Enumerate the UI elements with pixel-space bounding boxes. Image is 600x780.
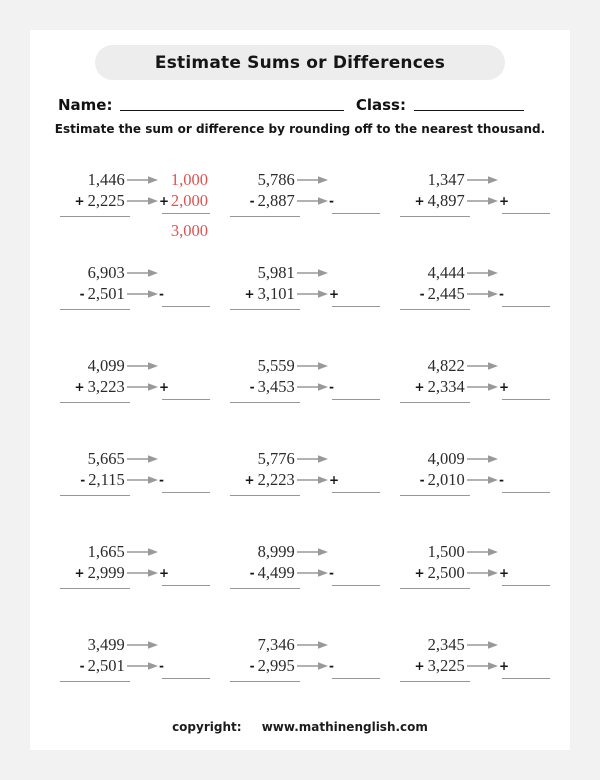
- problem: [230, 541, 380, 634]
- operator: +: [414, 379, 425, 394]
- arrow-icon: [466, 382, 498, 392]
- arrow-icon: [296, 454, 328, 464]
- round-arrow: [295, 382, 329, 392]
- sum-line: [60, 495, 130, 496]
- estimate-operator: -: [329, 379, 335, 394]
- arrow-icon: [126, 268, 158, 278]
- round-arrow: [465, 382, 499, 392]
- worksheet-title-pill: [95, 45, 505, 80]
- page-title: Estimate Sums or Differences: [154, 52, 446, 73]
- given-number-1: 5,559: [257, 355, 295, 375]
- sum-line: [60, 216, 130, 217]
- given-number-2: 2,225: [87, 190, 125, 210]
- arrow-icon: [296, 361, 328, 371]
- given-number-1: 1,500: [427, 541, 465, 561]
- sum-line: [60, 681, 130, 682]
- arrow-icon: [126, 382, 158, 392]
- answer-line: [502, 306, 550, 307]
- arrow-icon: [466, 196, 498, 206]
- round-arrow: [295, 175, 329, 185]
- round-arrow: [295, 661, 329, 671]
- given-number-2: 2,010: [427, 469, 465, 489]
- given-number-2: 2,501: [87, 283, 125, 303]
- problem: [230, 262, 380, 355]
- operator: -: [419, 472, 425, 487]
- arrow-icon: [466, 568, 498, 578]
- name-class-row: [58, 92, 524, 114]
- round-arrow: [295, 454, 329, 464]
- given-number-2: 2,115: [88, 469, 125, 489]
- given-number-2: 2,501: [87, 655, 125, 675]
- round-arrow: [465, 175, 499, 185]
- given-number-1: 1,446: [87, 169, 125, 189]
- problem: [60, 448, 210, 541]
- given-number-1: 4,099: [87, 355, 125, 375]
- estimate-operator: -: [499, 472, 505, 487]
- arrow-icon: [466, 661, 498, 671]
- sum-line: [230, 681, 300, 682]
- round-arrow: [465, 547, 499, 557]
- operator: -: [249, 658, 255, 673]
- given-number-1: 7,346: [257, 634, 295, 654]
- estimate-operator: -: [329, 658, 335, 673]
- round-arrow: [125, 361, 159, 371]
- problem: [230, 448, 380, 541]
- given-number-1: 8,999: [257, 541, 295, 561]
- round-arrow: [295, 547, 329, 557]
- round-arrow: [295, 268, 329, 278]
- operator: -: [419, 286, 425, 301]
- round-arrow: [295, 289, 329, 299]
- footer: [30, 720, 570, 734]
- round-arrow: [295, 361, 329, 371]
- round-arrow: [465, 568, 499, 578]
- instruction-text: Estimate the sum or difference by rounding off to the nearest thousand.: [54, 122, 546, 136]
- arrow-icon: [126, 547, 158, 557]
- answer-line: [332, 678, 380, 679]
- problem: [60, 355, 210, 448]
- given-number-1: 3,499: [87, 634, 125, 654]
- arrow-icon: [466, 640, 498, 650]
- answer-line: [502, 213, 550, 214]
- round-arrow: [465, 640, 499, 650]
- round-arrow: [125, 175, 159, 185]
- sum-line: [60, 588, 130, 589]
- problem: [400, 541, 550, 634]
- problem: [400, 169, 550, 262]
- given-number-2: 3,225: [427, 655, 465, 675]
- answer-line: [502, 399, 550, 400]
- problem: [230, 169, 380, 262]
- estimate-operator: -: [499, 286, 505, 301]
- answer-line: [162, 678, 210, 679]
- arrow-icon: [126, 475, 158, 485]
- given-number-1: 2,345: [427, 634, 465, 654]
- round-arrow: [295, 640, 329, 650]
- operator: +: [414, 658, 425, 673]
- sum-line: [400, 495, 470, 496]
- operator: +: [414, 193, 425, 208]
- arrow-icon: [296, 661, 328, 671]
- given-number-2: 2,887: [257, 190, 295, 210]
- given-number-2: 2,999: [87, 562, 125, 582]
- estimated-result: 3,000: [170, 220, 209, 240]
- round-arrow: [465, 454, 499, 464]
- problems-grid: [60, 169, 570, 727]
- arrow-icon: [466, 175, 498, 185]
- problem: [400, 448, 550, 541]
- answer-line: [332, 585, 380, 586]
- estimate-operator: +: [499, 379, 510, 394]
- operator: -: [249, 565, 255, 580]
- arrow-icon: [296, 547, 328, 557]
- given-number-2: 4,499: [257, 562, 295, 582]
- round-arrow: [465, 289, 499, 299]
- given-number-2: 2,445: [427, 283, 465, 303]
- sum-line: [400, 309, 470, 310]
- round-arrow: [125, 382, 159, 392]
- round-arrow: [465, 268, 499, 278]
- given-number-1: 5,786: [257, 169, 295, 189]
- operator: -: [80, 472, 86, 487]
- sum-line: [230, 495, 300, 496]
- given-number-1: 6,903: [87, 262, 125, 282]
- website-url: www.mathinenglish.com: [261, 720, 428, 734]
- estimate-operator: -: [159, 472, 165, 487]
- answer-line: [332, 492, 380, 493]
- sum-line: [400, 681, 470, 682]
- round-arrow: [295, 196, 329, 206]
- round-arrow: [295, 568, 329, 578]
- arrow-icon: [126, 568, 158, 578]
- sum-line: [230, 402, 300, 403]
- sum-line: [400, 216, 470, 217]
- round-arrow: [465, 196, 499, 206]
- arrow-icon: [126, 289, 158, 299]
- problem: [230, 355, 380, 448]
- arrow-icon: [466, 454, 498, 464]
- round-arrow: [465, 475, 499, 485]
- problem: [60, 541, 210, 634]
- round-arrow: [465, 661, 499, 671]
- problem: [60, 634, 210, 727]
- arrow-icon: [296, 568, 328, 578]
- answer-line: [162, 585, 210, 586]
- estimate-operator: +: [159, 193, 170, 208]
- problem: [400, 634, 550, 727]
- sum-line: [230, 309, 300, 310]
- round-arrow: [125, 640, 159, 650]
- round-arrow: [125, 547, 159, 557]
- arrow-icon: [126, 196, 158, 206]
- given-number-1: 4,444: [427, 262, 465, 282]
- sum-line: [60, 309, 130, 310]
- estimate-operator: +: [499, 193, 510, 208]
- operator: -: [79, 286, 85, 301]
- given-number-1: 4,822: [427, 355, 465, 375]
- round-arrow: [125, 475, 159, 485]
- class-input-line: [414, 110, 524, 111]
- arrow-icon: [466, 475, 498, 485]
- answer-line: [162, 306, 210, 307]
- estimate-operator: +: [159, 379, 170, 394]
- answer-line: [502, 585, 550, 586]
- estimate-operator: +: [159, 565, 170, 580]
- operator: +: [244, 286, 255, 301]
- answer-line: [162, 492, 210, 493]
- given-number-2: 4,897: [427, 190, 465, 210]
- arrow-icon: [466, 289, 498, 299]
- arrow-icon: [126, 361, 158, 371]
- given-number-1: 1,347: [427, 169, 465, 189]
- estimate-operator: -: [159, 286, 165, 301]
- answer-line: [502, 678, 550, 679]
- given-number-2: 2,223: [257, 469, 295, 489]
- arrow-icon: [126, 640, 158, 650]
- arrow-icon: [126, 661, 158, 671]
- rounded-number-1: 1,000: [170, 169, 209, 189]
- problem: [400, 355, 550, 448]
- sum-line: [400, 588, 470, 589]
- arrow-icon: [466, 361, 498, 371]
- estimate-operator: -: [329, 565, 335, 580]
- name-label: Name:: [58, 96, 113, 114]
- estimate-operator: -: [329, 193, 335, 208]
- operator: +: [74, 193, 85, 208]
- answer-line: [502, 492, 550, 493]
- arrow-icon: [296, 289, 328, 299]
- sum-line: [230, 216, 300, 217]
- arrow-icon: [296, 268, 328, 278]
- given-number-1: 4,009: [427, 448, 465, 468]
- sum-line: [60, 402, 130, 403]
- arrow-icon: [466, 547, 498, 557]
- operator: -: [249, 193, 255, 208]
- arrow-icon: [466, 268, 498, 278]
- round-arrow: [295, 475, 329, 485]
- worksheet-page: [30, 30, 570, 750]
- copyright-label: copyright:: [172, 720, 242, 734]
- round-arrow: [465, 361, 499, 371]
- estimate-operator: +: [499, 658, 510, 673]
- rounded-number-2: 2,000: [170, 190, 209, 210]
- problem: [60, 262, 210, 355]
- given-number-1: 5,665: [87, 448, 125, 468]
- answer-line: [332, 306, 380, 307]
- given-number-1: 5,776: [257, 448, 295, 468]
- operator: -: [79, 658, 85, 673]
- problem: [60, 169, 210, 262]
- answer-line: [162, 399, 210, 400]
- operator: -: [249, 379, 255, 394]
- answer-line: [162, 213, 210, 214]
- arrow-icon: [296, 475, 328, 485]
- given-number-2: 3,453: [257, 376, 295, 396]
- problem: [230, 634, 380, 727]
- estimate-operator: +: [329, 472, 340, 487]
- given-number-2: 2,334: [427, 376, 465, 396]
- sum-line: [400, 402, 470, 403]
- given-number-2: 3,223: [87, 376, 125, 396]
- operator: +: [244, 472, 255, 487]
- arrow-icon: [296, 175, 328, 185]
- operator: +: [74, 379, 85, 394]
- estimate-operator: +: [329, 286, 340, 301]
- given-number-2: 2,995: [257, 655, 295, 675]
- arrow-icon: [296, 382, 328, 392]
- arrow-icon: [296, 640, 328, 650]
- class-label: Class:: [355, 96, 406, 114]
- round-arrow: [125, 568, 159, 578]
- arrow-icon: [126, 454, 158, 464]
- round-arrow: [125, 268, 159, 278]
- problem: [400, 262, 550, 355]
- answer-line: [332, 213, 380, 214]
- estimate-operator: -: [159, 658, 165, 673]
- arrow-icon: [126, 175, 158, 185]
- estimate-operator: +: [499, 565, 510, 580]
- round-arrow: [125, 661, 159, 671]
- given-number-1: 1,665: [87, 541, 125, 561]
- given-number-1: 5,981: [257, 262, 295, 282]
- round-arrow: [125, 289, 159, 299]
- answer-line: [332, 399, 380, 400]
- name-input-line: [120, 110, 343, 111]
- round-arrow: [125, 196, 159, 206]
- operator: +: [414, 565, 425, 580]
- sum-line: [230, 588, 300, 589]
- round-arrow: [125, 454, 159, 464]
- given-number-2: 2,500: [427, 562, 465, 582]
- given-number-2: 3,101: [257, 283, 295, 303]
- operator: +: [74, 565, 85, 580]
- arrow-icon: [296, 196, 328, 206]
